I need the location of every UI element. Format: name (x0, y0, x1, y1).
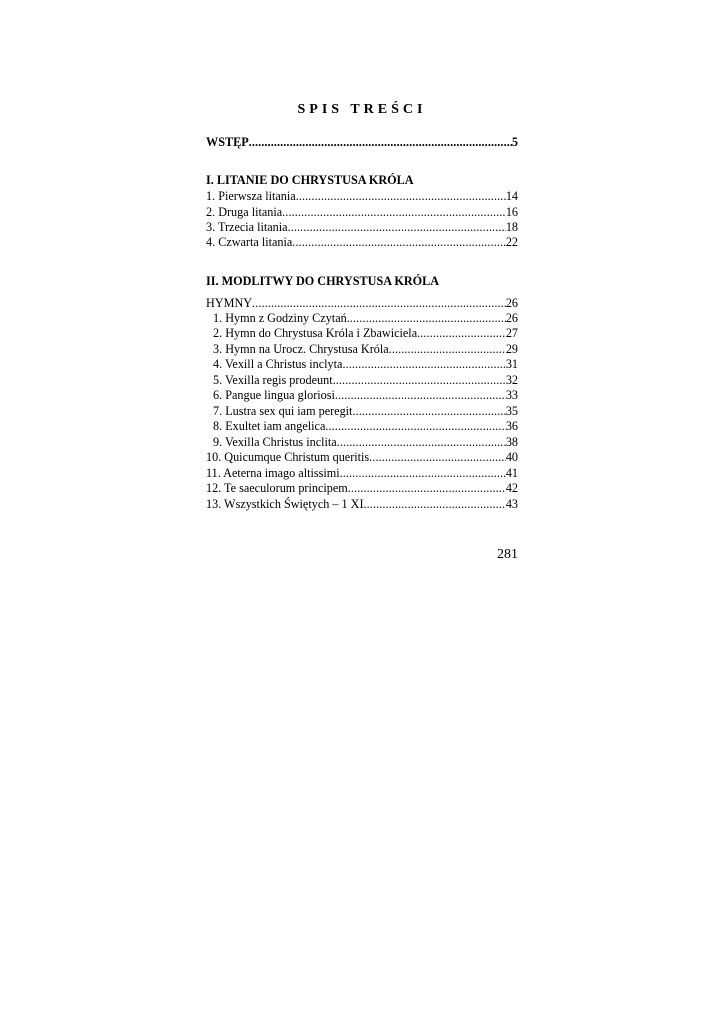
toc-entry (206, 435, 518, 450)
toc-entry-page: 26 (505, 311, 518, 325)
toc-entry-page: 5 (511, 135, 518, 149)
leader-dots (288, 220, 506, 235)
toc-entry-intro (206, 135, 518, 150)
leader-dots (333, 373, 506, 388)
leader-dots (340, 466, 506, 481)
toc-entry (206, 450, 518, 465)
leader-dots (282, 205, 506, 220)
section-heading-2: II. MODLITWY DO CHRYSTUSA KRÓLA (206, 274, 440, 288)
leader-dots (417, 326, 506, 341)
toc-entry-label: 4. Czwarta litania (206, 235, 293, 249)
toc-entry-label: 1. Hymn z Godziny Czytań (213, 311, 347, 325)
toc-entry-page: 29 (505, 342, 518, 356)
toc-entry-page: 27 (505, 326, 518, 340)
leader-dots (348, 481, 506, 496)
toc-entry-page: 42 (505, 481, 518, 495)
toc-entry (206, 404, 518, 419)
toc-entry-page: 16 (505, 205, 518, 219)
leader-dots (249, 135, 512, 150)
toc-entry-page: 14 (505, 189, 518, 203)
toc-entry-page: 35 (505, 404, 518, 418)
section-heading-1: I. LITANIE DO CHRYSTUSA KRÓLA (206, 173, 414, 187)
toc-entry-label: 11. Aeterna imago altissimi (206, 466, 340, 480)
toc-entry (206, 419, 518, 434)
toc-entry-page: 43 (505, 497, 518, 511)
toc-entry-page: 41 (505, 466, 518, 480)
leader-dots (389, 342, 506, 357)
toc-entry-label: 7. Lustra sex qui iam peregit (213, 404, 353, 418)
toc-entry (206, 373, 518, 388)
leader-dots (364, 497, 506, 512)
leader-dots (369, 450, 506, 465)
toc-entry-page: 31 (505, 357, 518, 371)
toc-entry-label: 13. Wszystkich Świętych – 1 XI (206, 497, 364, 511)
toc-entry (206, 481, 518, 496)
toc-entry (206, 220, 518, 235)
toc-entry-label: 12. Te saeculorum principem (206, 481, 348, 495)
toc-entry (206, 357, 518, 372)
page-number: 281 (497, 547, 518, 562)
toc-subheading (206, 296, 518, 311)
leader-dots (342, 357, 505, 372)
toc-entry (206, 189, 518, 204)
toc-entry-label: 4. Vexill a Christus inclyta (213, 357, 343, 371)
leader-dots (347, 311, 506, 326)
leader-dots (352, 404, 505, 419)
leader-dots (337, 435, 506, 450)
toc-entry-label: 10. Quicumque Christum queritis (206, 450, 370, 464)
toc-entry-label: 2. Druga litania (206, 205, 283, 219)
toc-entry-page: 40 (505, 450, 518, 464)
toc-entry (206, 326, 518, 341)
toc-entry-page: 36 (505, 419, 518, 433)
toc-entry (206, 497, 518, 512)
toc-entry-label: 3. Trzecia litania (206, 220, 288, 234)
toc-entry-label: 8. Exultet iam angelica (213, 419, 326, 433)
toc-entry-label: 9. Vexilla Christus inclita (213, 435, 337, 449)
toc-entry-page: 22 (505, 235, 518, 249)
toc-entry-page: 18 (505, 220, 518, 234)
toc-entry (206, 466, 518, 481)
toc-entry-label: 1. Pierwsza litania (206, 189, 296, 203)
leader-dots (325, 419, 505, 434)
toc-entry-label: HYMNY (206, 296, 253, 310)
toc-entry-page: 32 (505, 373, 518, 387)
toc-entry-page: 33 (505, 388, 518, 402)
toc-entry-label: WSTĘP (206, 135, 249, 149)
toc-entry (206, 235, 518, 250)
page-title: SPIS TREŚCI (297, 102, 427, 117)
toc-entry (206, 205, 518, 220)
leader-dots (292, 235, 506, 250)
leader-dots (252, 296, 506, 311)
leader-dots (335, 388, 506, 403)
toc-entry (206, 311, 518, 326)
toc-entry-page: 38 (505, 435, 518, 449)
toc-entry-label: 3. Hymn na Urocz. Chrystusa Króla (213, 342, 389, 356)
toc-entry-label: 6. Pangue lingua gloriosi (213, 388, 335, 402)
toc-entry-page: 26 (505, 296, 518, 310)
toc-entry (206, 342, 518, 357)
toc-entry-label: 2. Hymn do Chrystusa Króla i Zbawiciela (213, 326, 418, 340)
leader-dots (296, 189, 506, 204)
toc-entry-label: 5. Vexilla regis prodeunt (213, 373, 333, 387)
toc-entry (206, 388, 518, 403)
